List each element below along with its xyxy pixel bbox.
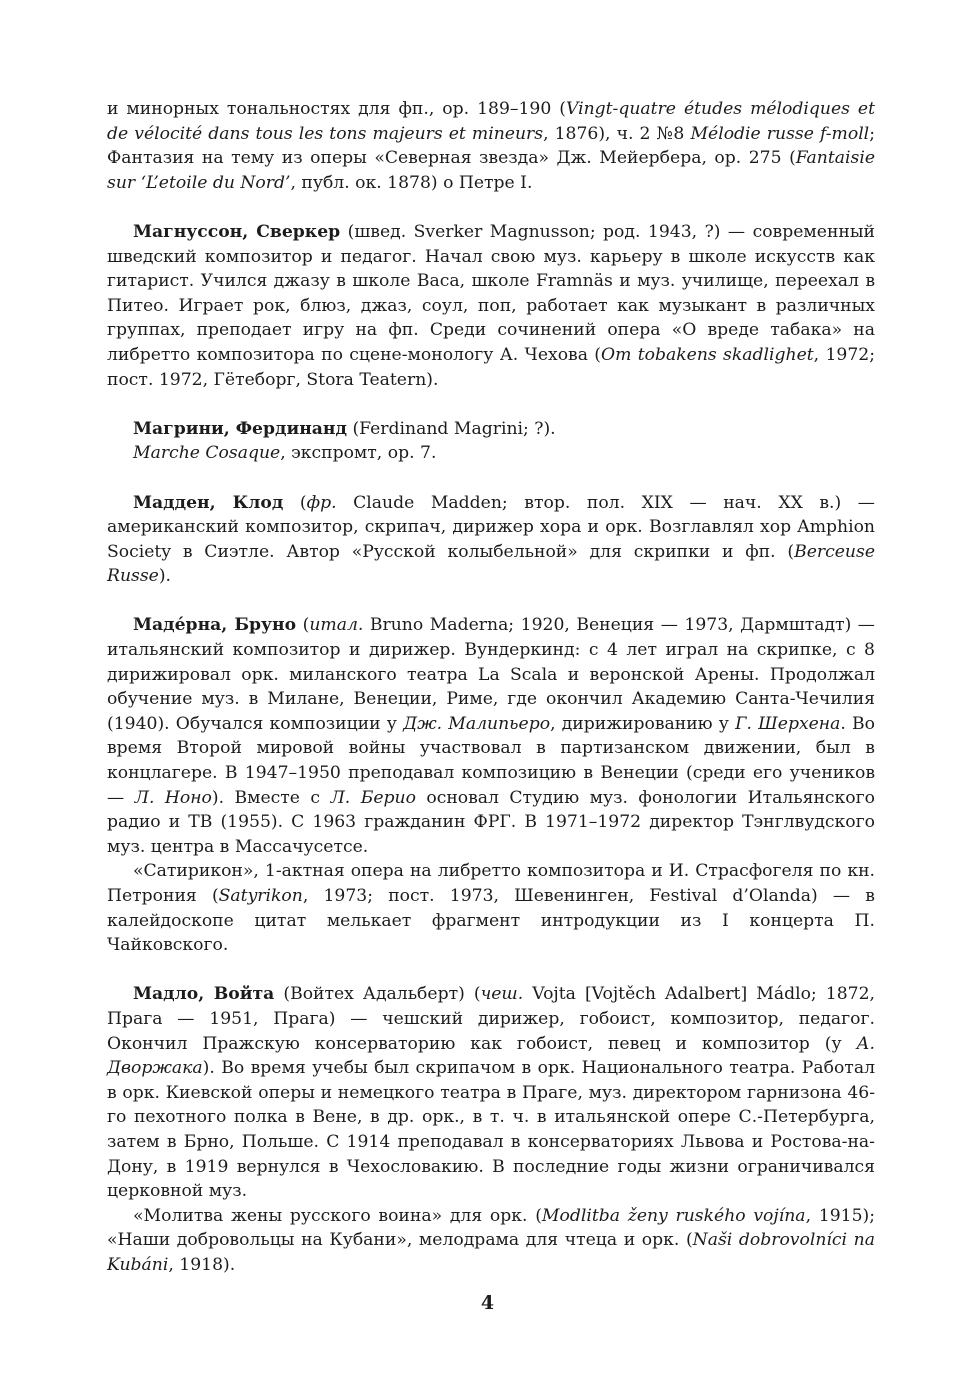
italic-title: Berceuse Russe [107,541,875,587]
text: ; Фантазия на тему из оперы «Северная звезда» Дж. Мейербера, ор. 275 ( [107,123,875,169]
italic-title: Mélodie russe f-moll [690,123,870,144]
entry-magnusson [107,220,875,392]
entry-heading: Маде́рна, Бруно [133,615,297,636]
entry-continuation [107,97,875,195]
italic-abbrev: фр. [306,492,337,513]
text: , экспромт, ор. 7. [280,443,437,464]
text: основал Студию муз. фонологии Итальянского радио и ТВ (1955). С 1963 гражданин ФРГ. В 1971–1972 директор Тэнглвудского муз. центра в Массачусетсе. [107,787,875,857]
entry-heading: Магнуссон, Сверкер [133,221,341,242]
page-body [107,97,875,1278]
italic-abbrev: чеш. [480,984,524,1005]
paragraph [107,97,875,195]
text: ). Вместе с [211,787,331,808]
text: Bruno Maderna; 1920, Венеция — 1973, Дармштадт) — итальянский композитор и дирижер. Вундеркинд: с 4 лет играл на скрипке, с 8 дирижировал орк. миланского театра La Scala и веронской Арены. Продолжал обучение муз. в Милане, Венеции, Риме, где окончил Академию Санта-Чечилия (1940). Обучался композиции у [107,615,875,734]
text: , дирижированию у [550,713,736,734]
italic-name: А. Дворжака [107,1033,875,1079]
paragraph [107,220,875,392]
text: «Молитва жены русского воина» для орк. ( [133,1205,542,1226]
italic-title: Om tobakens skadlighet [601,344,814,365]
text: и минорных тональностях для фп., ор. 189–190 ( [107,99,566,119]
paragraph [107,613,875,859]
italic-title: Naši dobrovolníci na Kubáni [107,1230,875,1275]
text: (швед. Sverker Magnusson; род. 1943, ?) — современный шведский композитор и педагог. Начал свою муз. карьеру в школе искусств как гитарист. Учился джазу в школе Васа, школе Framnäs и муз. училище, переехал в Питео. Играет рок, блюз, джаз, соул, поп, работает как музыкант в различных группах, преподает игру на фп. Среди сочинений опера «О вреде табака» на либретто композитора по сцене-монологу А. Чехова ( [107,221,875,365]
italic-title: Satyrikon [218,886,303,906]
italic-name: Л. Берио [330,787,416,808]
entry-heading: Магрини, Фердинанд [133,418,347,439]
entry-heading: Мадло, Войта [133,984,275,1005]
paragraph [107,1204,875,1278]
paragraph [107,982,875,1203]
italic-title: Vingt-quatre études mélodiques et de vélocité dans tous les tons majeurs et mineurs [107,99,876,144]
entry-madden [107,491,875,589]
text: Claude Madden; втор. пол. XIX — нач. XX в.) — американский композитор, скрипач, дирижер хора и орк. Возглавлял хор Amphion Society в Сиэтле. Автор «Русской колыбельной» для скрипки и фп. ( [107,492,875,562]
text: , 1972; пост. 1972, Гётеборг, Stora Teatern). [107,344,875,390]
italic-name: Г. Шерхена [735,713,841,734]
italic-name: Дж. Малипьеро [403,713,551,734]
page-number: 4 [480,1292,495,1314]
text: . Во время Второй мировой войны участвовал в партизанском движении, был в концлагере. В 1947–1950 преподавал композицию в Венеции (среди его учеников — [107,713,876,808]
text: ( [283,492,307,513]
paragraph [107,417,875,442]
entry-heading: Мадден, Клод [133,492,284,513]
paragraph [107,859,875,957]
text: ). Во время учебы был скрипачом в орк. Национального театра. Работал в орк. Киевской оперы и немецкого театра в Праге, муз. директором гарнизона 46-го пехотного полка в Вене, в др. орк., в т. ч. в итальянской опере С.-Петербурга, затем в Брно, Польше. С 1914 преподавал в консерваториях Львова и Ростова-на-Дону, в 1919 вернулся в Чехословакию. В последние годы жизни ограничивался церковной муз. [107,1058,875,1202]
text: Vojta [Vojtěch Adalbert] Mádlo; 1872, Прага — 1951, Прага) — чешский дирижер, гобоист, композитор, педагог. Окончил Пражскую консерваторию как гобоист, певец и композитор (у [107,984,875,1054]
text: , 1918). [168,1254,236,1275]
italic-title: Fantaisie sur ‘L’etoile du Nord’ [107,148,875,193]
paragraph [107,491,875,589]
italic-title: Marche Cosaque [133,443,281,464]
entry-magrini [107,417,875,466]
text: , 1973; пост. 1973, Шевенинген, Festival d’Olanda) — в калейдоскопе цитат мелькает фрагмент интродукции из I концерта П. Чайковского. [107,886,875,956]
paragraph [107,441,875,466]
text: , 1915); «Наши добровольцы на Кубани», мелодрама для чтеца и орк. ( [107,1205,875,1251]
text: «Сатирикон», 1-актная опера на либретто композитора и И. Страсфогеля по кн. Петрония ( [107,861,875,906]
text: , публ. ок. 1878) о Петре I. [290,172,533,193]
text: ( [296,615,310,636]
italic-abbrev: итал. [309,615,364,636]
entry-madlo [107,982,875,1277]
text: , 1876), ч. 2 №8 [543,123,691,144]
text: (Войтех Адальберт) ( [274,984,481,1005]
text: (Ferdinand Magrini; ?). [346,418,556,439]
entry-maderna [107,613,875,957]
text: ). [158,566,171,587]
italic-name: Л. Ноно [134,787,212,808]
italic-title: Modlitba ženy ruského vojína [541,1205,806,1226]
